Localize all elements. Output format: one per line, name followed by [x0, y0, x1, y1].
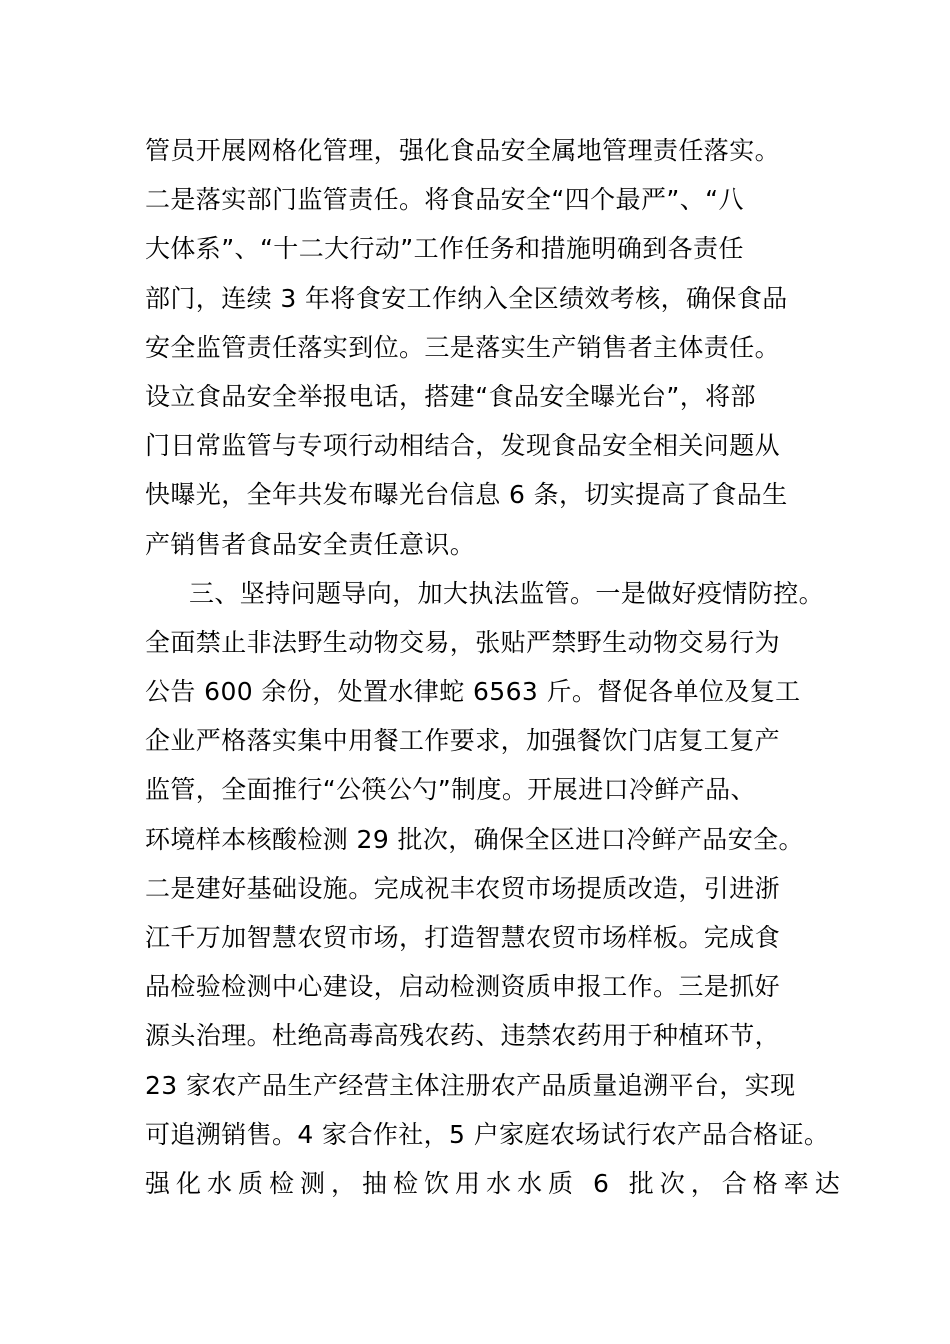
text-line: 江千万加智慧农贸市场，打造智慧农贸市场样板。完成食: [145, 923, 781, 952]
text-line: 监管，全面推行“公筷公勺”制度。开展进口冷鲜产品、: [145, 775, 756, 805]
text-line: 企业严格落实集中用餐工作要求，加强餐饮门店复工复产: [145, 726, 781, 756]
text-line: 部门，连续 3 年将食安工作纳入全区绩效考核，确保食品: [145, 283, 788, 313]
text-line: 二是建好基础设施。完成祝丰农贸市场提质改造，引进浙: [145, 873, 781, 903]
text-line: 全面禁止非法野生动物交易，张贴严禁野生动物交易行为: [145, 627, 781, 657]
text-line: 二是落实部门监管责任。将食品安全“四个最严”、“八: [145, 185, 744, 215]
text-line: 公告 600 余份，处置水律蛇 6563 斤。督促各单位及复工: [145, 677, 801, 707]
text-line: 源头治理。杜绝高毒高残农药、违禁农药用于种植环节，: [145, 1021, 781, 1051]
text-line: 23 家农产品生产经营主体注册农产品质量追溯平台，实现: [145, 1070, 796, 1100]
text-line: 快曝光，全年共发布曝光台信息 6 条，切实提高了食品生: [145, 480, 788, 510]
text-line: 安全监管责任落实到位。三是落实生产销售者主体责任。: [145, 332, 781, 362]
text-line: 环境样本核酸检测 29 批次，确保全区进口冷鲜产品安全。: [145, 824, 804, 854]
text-line: 大体系”、“十二大行动”工作任务和措施明确到各责任: [145, 234, 744, 264]
text-line: 产销售者食品安全责任意识。: [145, 529, 476, 559]
section-heading-line: 三、坚持问题导向，加大执法监管。一是做好疫情防控。: [189, 578, 825, 608]
text-line: 门日常监管与专项行动相结合，发现食品安全相关问题从: [145, 431, 781, 461]
text-line: 管员开展网格化管理，强化食品安全属地管理责任落实。: [145, 136, 781, 165]
text-line: 设立食品安全举报电话，搭建“食品安全曝光台”，将部: [145, 381, 756, 411]
text-line: 品检验检测中心建设，启动检测资质申报工作。三是抓好: [145, 972, 781, 1002]
text-line: 强化水质检测，抽检饮用水水质 6 批次，合格率达: [145, 1168, 846, 1198]
text-line: 可追溯销售。4 家合作社，5 户家庭农场试行农产品合格证。: [145, 1119, 830, 1149]
body-text: [145, 126, 846, 1208]
